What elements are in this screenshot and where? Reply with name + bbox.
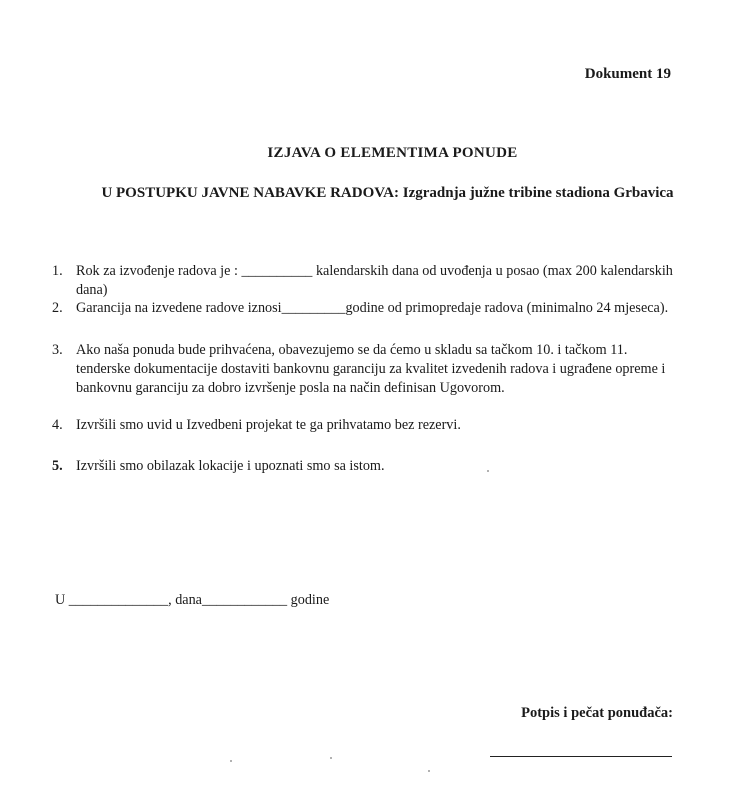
list-item (52, 416, 461, 435)
item-text: Garancija na izvedene radove iznosi_________godine od primopredaje radova (minimalno 24 mjeseca). (76, 300, 669, 316)
item-number: 2. (52, 300, 63, 316)
item-text: Rok za izvođenje radova je : __________ kalendarskih dana od uvođenja u posao (max 200 kalendarskih dana) (76, 263, 673, 298)
list-item (52, 262, 682, 300)
item-text: Izvršili smo obilazak lokacije i upoznati smo sa istom. (76, 458, 385, 474)
item-number: 1. (52, 263, 63, 279)
item-number: 3. (52, 342, 63, 358)
list-item (52, 341, 682, 398)
item-text: Ako naša ponuda bude prihvaćena, obavezujemo se da ćemo u skladu sa tačkom 10. i tačkom 11. tenderske dokumentacije dostaviti bankovnu garanciju za kvalitet izvedenih radova i ugrađene opreme i bankovnu garanciju za dobro izvršenje posla na način definisan Ugovorom. (76, 342, 666, 396)
scan-speck (230, 760, 232, 762)
place-date-line: U ______________, dana____________ godine (55, 592, 330, 608)
item-number: 4. (52, 417, 63, 433)
scan-speck (330, 757, 332, 759)
document-number: Dokument 19 (584, 66, 671, 82)
document-subtitle: U POSTUPKU JAVNE NABAVKE RADOVA: Izgradnja južne tribine stadiona Grbavica (101, 185, 674, 201)
list-item (52, 299, 668, 318)
scan-speck (487, 470, 489, 472)
scan-speck (428, 770, 430, 772)
item-number: 5. (52, 458, 63, 474)
list-item (52, 457, 385, 476)
item-text: Izvršili smo uvid u Izvedbeni projekat te ga prihvatamo bez rezervi. (76, 417, 461, 433)
signature-line (490, 756, 672, 757)
signature-label: Potpis i pečat ponuđača: (521, 705, 673, 721)
document-title: IZJAVA O ELEMENTIMA PONUDE (267, 145, 518, 161)
